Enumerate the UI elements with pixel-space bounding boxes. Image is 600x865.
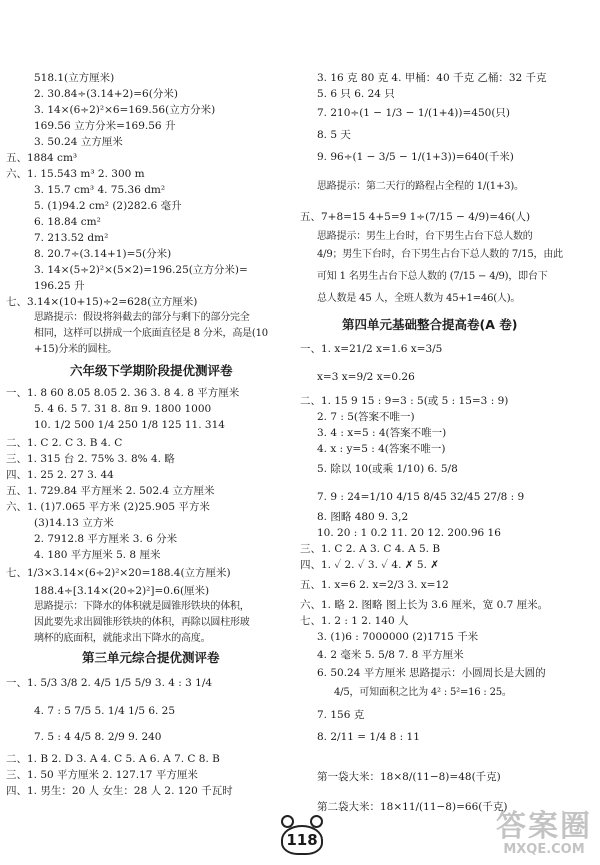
answer-line: 四、1. 男生：20 人 女生：28 人 2. 120 千瓦时 xyxy=(6,785,233,797)
answer-line: 六、1. 略 2. 图略 图上长为 3.6 厘米，宽 0.7 厘米。 xyxy=(300,599,549,611)
answer-line: 7. 210÷(1 − 1/3 − 1/(1+4))=450(只) xyxy=(317,107,511,119)
answer-line: 三、1. C 2. A 3. C 4. A 5. B xyxy=(300,543,441,555)
answer-line: 2. 30.84÷(3.14+2)=6(分米) xyxy=(34,88,178,100)
answer-line: 7. 9 : 24=1/10 4/15 8/45 32/45 27/8 : 9 xyxy=(317,491,525,503)
watermark-url: MXQE.COM xyxy=(503,842,585,857)
answer-line: 一、1. 5/3 3/8 2. 4/5 1/5 5/9 3. 4 : 3 1/4 xyxy=(6,677,213,689)
hint-text-line: 因此要先求出圆锥形铁块的体积，再除以圆柱形玻 xyxy=(34,617,250,628)
answer-line: 四、1. 25 2. 27 3. 44 xyxy=(6,469,114,481)
answer-line: 三、1. 50 平方厘米 2. 127.17 平方厘米 xyxy=(6,769,198,781)
answer-line: 8. 5 天 xyxy=(317,129,351,141)
answer-line: 169.56 立方分米=169.56 升 xyxy=(34,120,176,132)
answer-line: 5. 4 6. 5 7. 31 8. 8π 9. 1800 1000 xyxy=(34,403,212,415)
answer-line: 7. 213.52 dm² xyxy=(34,232,109,244)
answer-line: 五、1. 729.84 平方厘米 2. 502.4 立方厘米 xyxy=(6,485,215,497)
answer-line: 五、1884 cm³ xyxy=(6,152,78,164)
answer-line: 3. 14×(6÷2)²×6=169.56(立方分米) xyxy=(34,104,216,116)
answer-line: 3. 14×(5÷2)²×(5×2)=196.25(立方分米)= xyxy=(34,264,248,276)
answer-line: 8. 2/11 = 1/4 8 : 11 xyxy=(317,731,420,743)
answer-line: 一、1. 8 60 8.05 8.05 2. 36 3. 8 4. 8 平方厘米 xyxy=(6,387,240,399)
answer-line: 7. 156 克 xyxy=(317,709,365,721)
answer-line: 3. (1)6 : 7000000 (2)1715 千米 xyxy=(317,631,479,643)
answer-line: 3. 16 克 80 克 4. 甲桶：40 千克 乙桶：32 千克 xyxy=(317,72,547,84)
page-number: 118 xyxy=(281,825,323,855)
answer-line: 10. 1/2 500 1/4 250 1/8 125 11. 314 xyxy=(34,419,225,431)
answer-line: (3)14.13 立方米 xyxy=(34,517,114,529)
answer-line: 5. 6 只 6. 24 只 xyxy=(317,88,395,100)
answer-line: 七、1. 2 : 1 2. 140 人 xyxy=(300,615,409,627)
answer-line: 二、1. B 2. D 3. A 4. C 5. A 6. A 7. C 8. B xyxy=(6,753,220,765)
answer-line: 六、1. (1)7.065 平方米 (2)25.905 平方米 xyxy=(6,501,210,513)
answer-line: 3. 4 : x=5 : 4(答案不唯一) xyxy=(317,427,447,439)
answer-line: 2. 7912.8 平方厘米 3. 6 分米 xyxy=(34,533,178,545)
section-heading: 第四单元基础整合提高卷(A 卷) xyxy=(342,317,518,332)
answer-line: 6. 18.84 cm² xyxy=(34,216,101,228)
answer-line: 8. 20.7÷(3.14+1)=5(分米) xyxy=(34,248,172,260)
answer-line: 3. 15.7 cm³ 4. 75.36 dm² xyxy=(34,184,166,196)
answer-line: 8. 图略 480 9. 3,2 xyxy=(317,511,409,523)
answer-line: 四、1. ✓ 2. ✓ 3. ✓ 4. ✗ 5. ✗ xyxy=(300,559,440,571)
hint-text-line: 相同，这样可以拼成一个底面直径是 8 分米，高是(10 xyxy=(34,328,268,339)
hint-text-line: +15)分米的圆柱。 xyxy=(34,344,118,355)
answer-line: 第一袋大米：18×8/(11−8)=48(千克) xyxy=(317,771,501,783)
answer-line: 五、7+8=15 4+5=9 1÷(7/15 − 4/9)=46(人) xyxy=(300,211,531,223)
answer-line: 5. 除以 10(或乘 1/10) 6. 5/8 xyxy=(317,463,458,475)
answer-line: 4. 2 毫米 5. 5/8 7. 8 平方厘米 xyxy=(317,649,464,661)
hint-text-line: 思路提示：假设将斜截去的部分与剩下的部分完全 xyxy=(34,312,250,323)
answer-line: 五、1. x=6 2. x=2/3 3. x=12 xyxy=(300,579,449,591)
answer-line: 六、1. 15.543 m³ 2. 300 m xyxy=(6,168,145,180)
hint-text-line: 可知 1 名男生占台下总人数的 (7/15 − 4/9)，即台下 xyxy=(317,271,548,282)
answer-line: 196.25 升 xyxy=(34,280,85,292)
hint-text-line: 总人数是 45 人，全班人数为 45+1=46(人)。 xyxy=(317,293,521,304)
answer-line: 三、1. 315 台 2. 75% 3. 8% 4. 略 xyxy=(6,453,175,465)
answer-line: 4. x : y=5 : 4(答案不唯一) xyxy=(317,443,446,455)
answer-line: 一、1. x=21/2 x=1.6 x=3/5 xyxy=(300,343,443,355)
answer-line: 二、1. 15 9 15 : 9=3 : 5(或 5 : 15=3 : 9) xyxy=(300,395,509,407)
site-watermark xyxy=(496,811,592,857)
hint-text-line: 思路提示：男生上台时，台下男生占台下总人数的 xyxy=(317,231,533,242)
answer-line: 5. (1)94.2 cm² (2)282.6 毫升 xyxy=(34,200,182,212)
section-heading: 第三单元综合提优测评卷 xyxy=(82,650,220,665)
hint-text-line: 4/9；男生下台时，台下男生占台下总人数的 7/15，由此 xyxy=(317,249,563,260)
answer-line: 4. 180 平方厘米 5. 8 厘米 xyxy=(34,549,161,561)
answer-line: x=3 x=9/2 x=0.26 xyxy=(317,371,415,383)
hint-text-line: 4/5，可知面积之比为 4² : 5²=16 : 25。 xyxy=(334,687,512,698)
section-heading: 六年级下学期阶段提优测评卷 xyxy=(70,363,233,378)
answer-line: 4. 7 : 5 7/5 5. 1/4 1/5 6. 25 xyxy=(34,705,176,717)
answer-line: 七、3.14×(10+15)÷2=628(立方厘米) xyxy=(6,296,198,308)
watermark-logo-text: 答案圈 xyxy=(496,809,592,844)
answer-line: 188.4÷[3.14×(20÷2)²]=0.6(厘米) xyxy=(34,585,210,597)
answer-line: 3. 50.24 立方厘米 xyxy=(34,136,123,148)
answer-line: 6. 50.24 平方厘米 思路提示：小圆周长是大圆的 xyxy=(317,667,546,679)
answer-line: 七、1/3×3.14×(6÷2)²×20=188.4(立方厘米) xyxy=(6,567,231,579)
hint-text-line: 思路提示：下降水的体积就是圆锥形铁块的体积， xyxy=(34,601,250,612)
hint-text-line: 璃杯的底面积，就能求出下降水的高度。 xyxy=(34,633,211,644)
answer-line: 第二袋大米：18×11/(11−8)=66(千克) xyxy=(317,801,508,813)
answer-line: 二、1. C 2. C 3. B 4. C xyxy=(6,437,123,449)
answer-line: 2. 7 : 5(答案不唯一) xyxy=(317,411,415,423)
answer-line: 10. 20 : 1 0.2 11. 20 12. 200.96 16 xyxy=(317,527,501,539)
answer-line: 9. 96÷(1 − 3/5 − 1/(1+3))=640(千米) xyxy=(317,151,514,163)
answer-line: 7. 5 : 4 4/5 8. 2/9 9. 240 xyxy=(34,731,162,743)
answer-line: 518.1(立方厘米) xyxy=(34,72,115,84)
hint-text-line: 思路提示：第二天行的路程占全程的 1/(1+3)。 xyxy=(317,181,524,192)
